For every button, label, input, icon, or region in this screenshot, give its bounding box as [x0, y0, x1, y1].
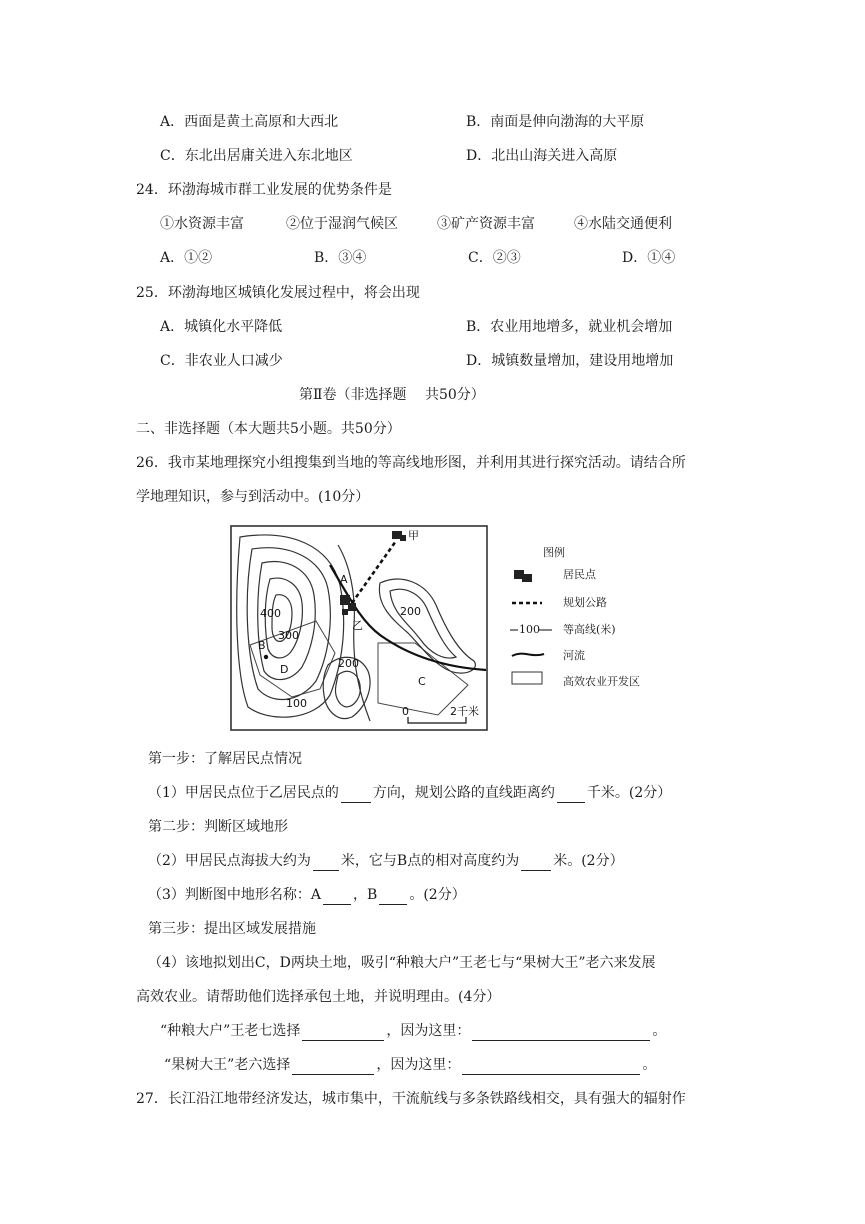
answer-blank-grain-reason[interactable] — [472, 1024, 650, 1041]
scale-2km: 2千米 — [450, 705, 479, 718]
q26-sub1-text-a: （1）甲居民点位于乙居民点的 — [148, 785, 339, 801]
legend-settlement-icon — [514, 570, 532, 582]
contour-label-200-right: 200 — [400, 605, 421, 618]
step1-heading: 第一步：了解居民点情况 — [148, 751, 302, 767]
q24-option-c: C．②③ — [468, 250, 521, 266]
q24-item-4: ④水陆交通便利 — [574, 216, 672, 232]
q24-option-b: B．③④ — [314, 250, 367, 266]
q26-sub3-text-b: ，B — [353, 887, 378, 903]
legend-contour-value: 100 — [519, 623, 540, 636]
scale-zero: 0 — [402, 705, 409, 718]
answer-blank-fruit-reason[interactable] — [462, 1058, 640, 1075]
q26-sub2-text-a: （2）甲居民点海拔大约为 — [148, 853, 311, 869]
q23-option-c: C．东北出居庸关进入东北地区 — [160, 148, 353, 164]
q26-sub3-text-c: 。(2分） — [409, 887, 466, 903]
q26-sub1-text-b: 方向，规划公路的直线距离约 — [372, 785, 555, 801]
q26-fill2-end: 。 — [642, 1057, 657, 1073]
q25-option-b: B．农业用地增多，就业机会增加 — [466, 319, 673, 335]
contour-label-400: 400 — [260, 607, 281, 620]
answer-blank-direction[interactable] — [341, 786, 371, 803]
part2-title: 第Ⅱ卷（非选择题 共50分） — [299, 387, 485, 403]
q24-option-d: D．①④ — [622, 250, 676, 266]
answer-blank-fruit-choice[interactable] — [292, 1058, 374, 1075]
q26-sub3-text-a: （3）判断图中地形名称：A — [148, 887, 322, 903]
q23-option-b: B．南面是伸向渤海的大平原 — [466, 114, 645, 130]
label-b: B — [258, 639, 266, 652]
q26-sub2 — [148, 851, 624, 871]
q26-sub3 — [148, 885, 466, 905]
legend-river-icon — [512, 654, 544, 656]
point-b — [264, 655, 268, 659]
part2-section: 二、非选择题（本大题共5小题。共50分） — [136, 421, 401, 437]
step2-heading: 第二步：判断区域地形 — [148, 819, 288, 835]
q26-sub2-text-c: 米。(2分） — [553, 853, 624, 869]
legend-river-label: 河流 — [563, 649, 585, 662]
label-jia: 甲 — [408, 529, 419, 542]
q26-sub4-line1: （4）该地拟划出C，D两块土地，吸引“种粮大户”王老七与“果树大王”老六来发展 — [148, 955, 656, 971]
q25-option-c: C．非农业人口减少 — [160, 353, 283, 369]
q26-sub1 — [148, 783, 671, 803]
contour-map — [230, 525, 488, 731]
legend-road-label: 规划公路 — [563, 596, 607, 609]
legend-contour-label: 等高线(米) — [563, 623, 616, 636]
legend-settlement-label: 居民点 — [563, 568, 596, 581]
legend-zone-label: 高效农业开发区 — [563, 675, 640, 688]
legend-contour-icon-right — [538, 629, 552, 633]
label-yi: 乙 — [352, 619, 363, 632]
q26-fill2-text-b: ，因为这里： — [376, 1057, 461, 1073]
q26-stem-line1: 26．我市某地理探究小组搜集到当地的等高线地形图，并利用其进行探究活动。请结合所 — [136, 455, 686, 471]
step3-heading: 第三步：提出区域发展措施 — [148, 921, 316, 937]
answer-blank-landform-a[interactable] — [323, 888, 351, 905]
q25-stem: 25．环渤海地区城镇化发展过程中，将会出现 — [136, 285, 420, 301]
label-c: C — [418, 675, 426, 688]
q26-fill1-end: 。 — [652, 1023, 667, 1039]
contour-label-100: 100 — [286, 697, 307, 710]
q26-sub4-line2: 高效农业。请帮助他们选择承包土地，并说明理由。(4分） — [136, 989, 501, 1005]
answer-blank-relative-height[interactable] — [521, 854, 551, 871]
answer-blank-distance[interactable] — [557, 786, 585, 803]
answer-blank-landform-b[interactable] — [379, 888, 407, 905]
q26-fill1-text-a: “种粮大户”王老七选择 — [160, 1023, 301, 1039]
contour-label-300: 300 — [278, 629, 299, 642]
answer-blank-elevation[interactable] — [313, 854, 339, 871]
contour-label-200-left: 200 — [338, 657, 359, 670]
legend-title: 图例 — [543, 546, 565, 559]
label-d: D — [280, 663, 289, 676]
q24-item-2: ②位于湿润气候区 — [286, 216, 398, 232]
q26-stem-line2: 学地理知识，参与到活动中。(10分） — [136, 489, 370, 505]
q26-sub2-text-b: 米，它与B点的相对高度约为 — [340, 853, 520, 869]
q23-option-d: D．北出山海关进入高原 — [466, 148, 618, 164]
q24-stem: 24．环渤海城市群工业发展的优势条件是 — [136, 182, 392, 198]
q25-option-d: D．城镇数量增加，建设用地增加 — [466, 353, 674, 369]
q26-fill2 — [164, 1055, 656, 1075]
q27-stem: 27．长江沿江地带经济发达，城市集中，干流航线与多条铁路线相交，具有强大的辐射作 — [136, 1091, 686, 1107]
q23-option-a: A．西面是黄土高原和大西北 — [160, 114, 339, 130]
answer-blank-grain-choice[interactable] — [302, 1024, 384, 1041]
q26-fill1-text-b: ，因为这里： — [386, 1023, 471, 1039]
q26-fill2-text-a: “果树大王”老六选择 — [164, 1057, 291, 1073]
q24-item-3: ③矿产资源丰富 — [437, 216, 535, 232]
q26-fill1 — [160, 1021, 666, 1041]
label-a: A — [340, 573, 348, 586]
q25-option-a: A．城镇化水平降低 — [160, 319, 283, 335]
legend-zone-icon — [512, 672, 542, 684]
q24-option-a: A．①② — [160, 250, 213, 266]
q26-sub1-text-c: 千米。(2分） — [586, 785, 672, 801]
q24-item-1: ①水资源丰富 — [160, 216, 244, 232]
